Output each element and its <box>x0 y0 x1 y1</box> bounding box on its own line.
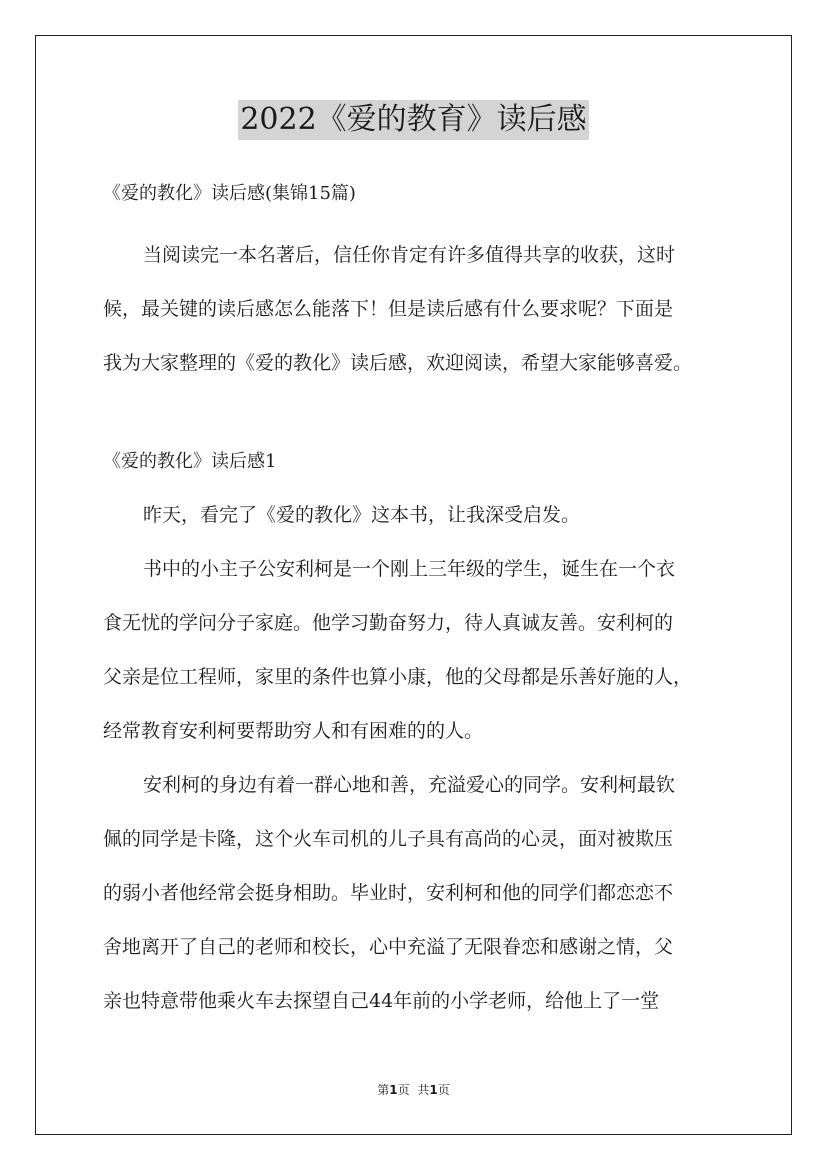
text-line: 书中的小主子公安利柯是一个刚上三年级的学生，诞生在一个衣 <box>143 558 676 580</box>
text-line: 父亲是位工程师，家里的条件也算小康，他的父母都是乐善好施的人， <box>103 666 693 688</box>
text-line: 的弱小者他经常会挺身相助。毕业时，安利柯和他的同学们都恋恋不 <box>103 882 674 904</box>
footer-total-number: 1 <box>429 1083 438 1097</box>
section-heading: 《爱的教化》读后感1 <box>103 451 277 472</box>
intro-paragraph <box>103 228 743 390</box>
subtitle: 《爱的教化》读后感(集锦15篇) <box>103 183 356 204</box>
text-line: 舍地离开了自己的老师和校长，心中充溢了无限眷恋和感谢之情，父 <box>103 936 674 958</box>
footer-page-number: 1 <box>389 1083 398 1097</box>
title-container <box>0 100 827 140</box>
text-line: 经常教育安利柯要帮助穷人和有困难的的人。 <box>103 720 484 742</box>
text-line: 候，最关键的读后感怎么能落下！但是读后感有什么要求呢？下面是 <box>103 298 674 320</box>
section1-body <box>103 488 743 1028</box>
page-footer <box>0 1082 827 1098</box>
text-line: 当阅读完一本名著后，信任你肯定有许多值得共享的收获，这时 <box>143 244 676 266</box>
text-line: 我为大家整理的《爱的教化》读后感，欢迎阅读，希望大家能够喜爱。 <box>103 352 693 374</box>
footer-total-suffix: 页 <box>437 1083 450 1097</box>
text-line: 亲也特意带他乘火车去探望自己44年前的小学老师，给他上了一堂 <box>103 990 660 1012</box>
footer-total-prefix: 共 <box>417 1083 430 1097</box>
footer-page-prefix: 第 <box>377 1083 390 1097</box>
text-line: 佩的同学是卡隆，这个火车司机的儿子具有高尚的心灵，面对被欺压 <box>103 828 674 850</box>
text-line: 食无忧的学问分子家庭。他学习勤奋努力，待人真诚友善。安利柯的 <box>103 612 674 634</box>
document-body <box>103 180 743 1028</box>
document-title: 2022《爱的教育》读后感 <box>238 100 588 140</box>
text-line: 昨天，看完了《爱的教化》这本书，让我深受启发。 <box>143 504 581 526</box>
footer-page-suffix: 页 <box>397 1083 410 1097</box>
text-line: 安利柯的身边有着一群心地和善，充溢爱心的同学。安利柯最钦 <box>143 774 676 796</box>
